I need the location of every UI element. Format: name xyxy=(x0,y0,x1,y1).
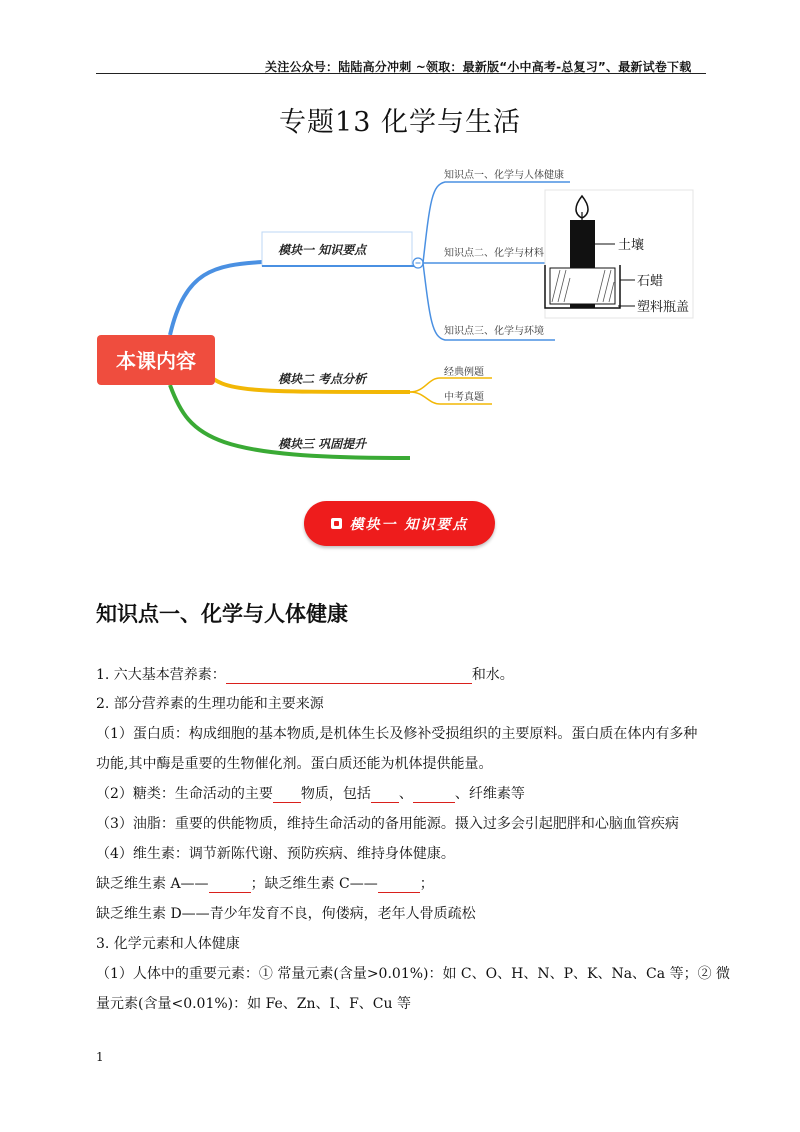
diagram-label-cap: 塑料瓶盖 xyxy=(637,300,690,315)
branch-1-label: 模块一 知识要点 xyxy=(278,243,367,257)
blank-energy[interactable] xyxy=(273,788,301,803)
line-6: （3）油脂：重要的供能物质，维持生命活动的备用能源。摄入过多会引起肥胖和心脑血管疾病 xyxy=(96,816,679,832)
line-2: 2. 部分营养素的生理功能和主要来源 xyxy=(96,696,324,712)
root-label: 本课内容 xyxy=(116,349,196,373)
mindmap xyxy=(0,0,800,480)
subbranch-3: 知识点三、化学与环境 xyxy=(444,326,544,337)
diagram-label-soil: 土壤 xyxy=(618,238,645,253)
subbranch-2: 知识点二、化学与材料 xyxy=(444,248,544,259)
line-8: 缺乏维生素 A—— ；缺乏维生素 C—— ； xyxy=(96,876,434,892)
header-text: 关注公众号：陆陆高分冲刺 ~领取：最新版“小中高考-总复习”、最新试卷下载 xyxy=(265,60,692,74)
line-11: （1）人体中的重要元素：① 常量元素(含量>0.01%)：如 C、O、H、N、P、K、Na、Ca 等；② 微 xyxy=(96,966,731,982)
blank-sugar-2[interactable] xyxy=(413,788,455,803)
line-1: 1. 六大基本营养素： 和水。 xyxy=(96,667,514,683)
branch-3-label: 模块三 巩固提升 xyxy=(278,437,367,451)
blank-nutrients[interactable] xyxy=(226,669,472,684)
line-12: 量元素(含量<0.01%)：如 Fe、Zn、I、F、Cu 等 xyxy=(96,996,411,1012)
line-10: 3. 化学元素和人体健康 xyxy=(96,936,240,952)
section-button-label: 模块一 知识要点 xyxy=(349,516,469,533)
section-button[interactable] xyxy=(304,501,495,546)
line-3: （1）蛋白质：构成细胞的基本物质,是机体生长及修补受损组织的主要原料。蛋白质在体内有多种 xyxy=(96,726,698,742)
candle-diagram xyxy=(545,190,693,318)
blank-vitamin-a[interactable] xyxy=(209,878,251,893)
branch-2-label: 模块二 考点分析 xyxy=(278,372,367,386)
line-7: （4）维生素：调节新陈代谢、预防疾病、维持身体健康。 xyxy=(96,846,455,862)
subbranch-examples: 经典例题 xyxy=(444,367,484,378)
page-title: 专题13 化学与生活 xyxy=(279,107,521,138)
line-9: 缺乏维生素 D——青少年发育不良，佝偻病，老年人骨质疏松 xyxy=(96,906,476,922)
subbranch-exams: 中考真题 xyxy=(444,392,484,403)
page-number: 1 xyxy=(96,1050,104,1064)
blank-sugar-1[interactable] xyxy=(371,788,399,803)
line-5: （2）糖类：生命活动的主要 物质，包括 、 、纤维素等 xyxy=(96,786,525,802)
book-icon xyxy=(331,518,342,529)
line-4: 功能,其中酶是重要的生物催化剂。蛋白质还能为机体提供能量。 xyxy=(96,756,493,772)
blank-vitamin-c[interactable] xyxy=(378,878,420,893)
section-heading: 知识点一、化学与人体健康 xyxy=(96,602,348,626)
branch-1-curve xyxy=(170,262,262,335)
diagram-label-wax: 石蜡 xyxy=(637,274,664,289)
subbranch-1: 知识点一、化学与人体健康 xyxy=(444,170,564,181)
